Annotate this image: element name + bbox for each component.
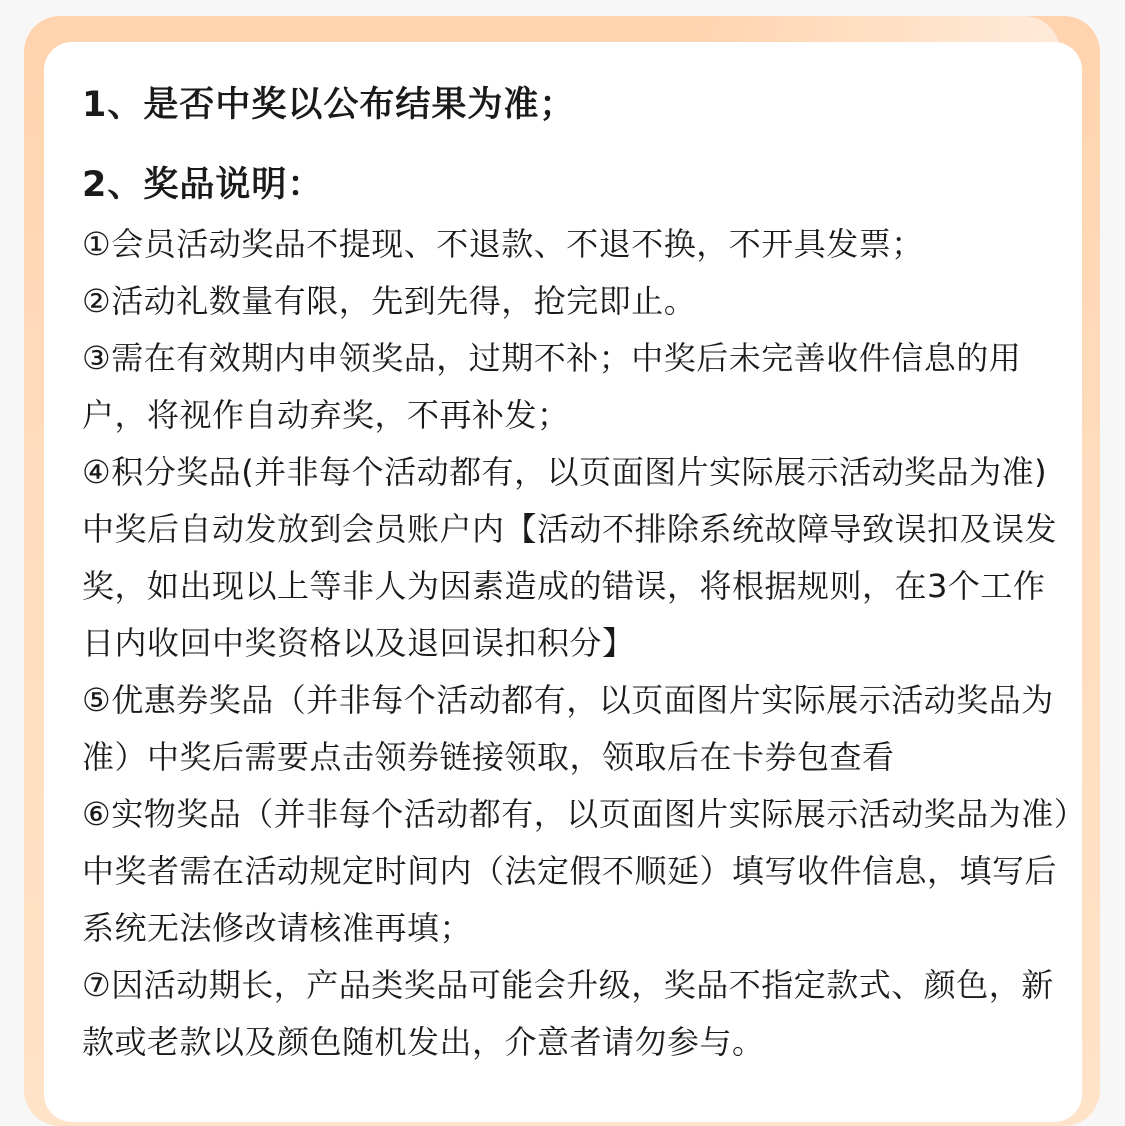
rule-heading-prizes: 2、奖品说明：	[82, 165, 324, 205]
rule-heading-result: 1、是否中奖以公布结果为准；	[82, 85, 576, 125]
prize-rule-item: ②活动礼数量有限，先到先得，抢完即止。	[82, 282, 697, 320]
prize-rule-item: ④积分奖品(并非每个活动都有，以页面图片实际展示活动奖品为准)中奖后自动发放到会员账户内【活动不排除系统故障导致误扣及误发奖，如出现以上等非人为因素造成的错误，将根据规则，在3个工作日内收回中奖资格以及退回误扣积分】	[82, 453, 1058, 662]
prize-rule-item: ⑥实物奖品（并非每个活动都有，以页面图片实际展示活动奖品为准）中奖者需在活动规定时间内（法定假不顺延）填写收件信息，填写后系统无法修改请核准再填；	[82, 795, 1071, 947]
prize-rule-item: ⑦因活动期长，产品类奖品可能会升级，奖品不指定款式、颜色，新款或老款以及颜色随机发出，介意者请勿参与。	[82, 966, 1054, 1061]
prize-rule-item: ①会员活动奖品不提现、不退款、不退不换，不开具发票；	[82, 225, 924, 263]
rules-content	[82, 74, 1072, 1071]
prize-rule-item: ⑤优惠券奖品（并非每个活动都有，以页面图片实际展示活动奖品为准）中奖后需要点击领券链接领取，领取后在卡券包查看	[82, 681, 1054, 776]
prize-rules-list	[82, 216, 1072, 1071]
prize-rule-item: ③需在有效期内申领奖品，过期不补；中奖后未完善收件信息的用户，将视作自动弃奖，不再补发；	[82, 339, 1022, 434]
